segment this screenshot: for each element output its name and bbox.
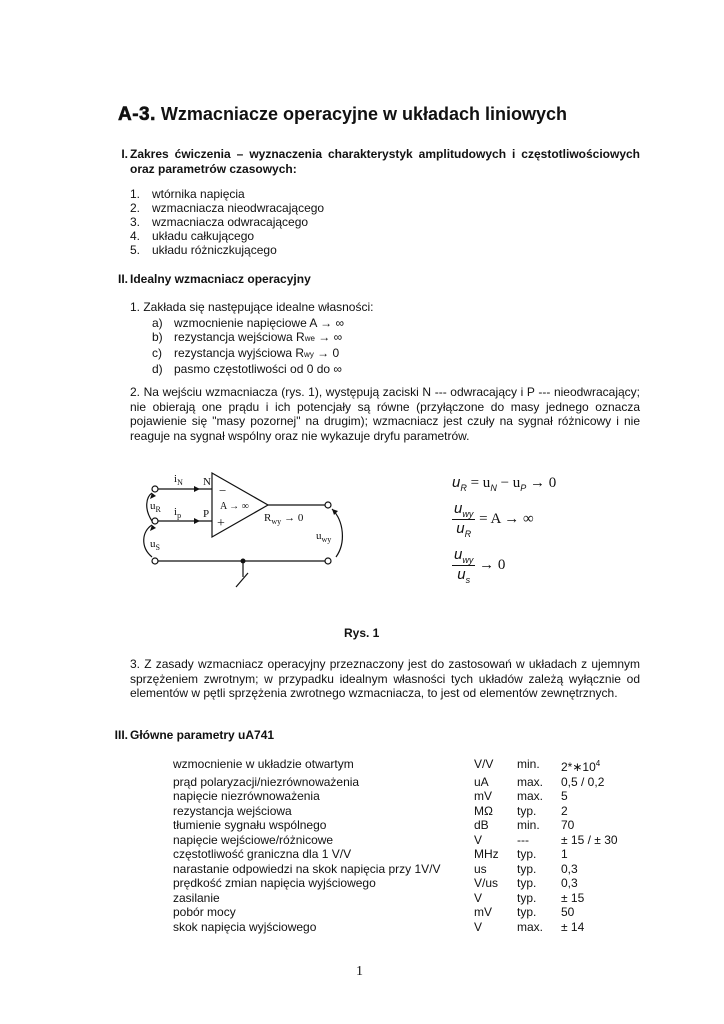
table-row	[173, 847, 641, 862]
list-item: 1. wtórnika napięcia	[130, 187, 245, 201]
param-name: napięcie wejściowe/różnicowe	[173, 832, 334, 847]
table-row	[173, 789, 641, 804]
label-P: P	[203, 508, 210, 520]
param-value: ± 14	[561, 919, 585, 934]
ideal-properties-list	[152, 316, 344, 376]
section-3-heading	[110, 728, 274, 742]
table-row	[173, 905, 641, 920]
param-value: 0,3	[561, 861, 578, 876]
section-2-heading-text: Idealny wzmacniacz operacyjny	[130, 272, 311, 286]
label-N: N	[203, 476, 211, 488]
section-1-list	[130, 187, 324, 257]
param-name: prąd polaryzacji/niezrównoważenia	[173, 774, 360, 789]
param-unit: mV	[474, 789, 492, 803]
param-unit: V	[474, 832, 483, 847]
param-unit: MΩ	[474, 803, 493, 818]
param-value: $2*∗10^4$	[561, 759, 601, 774]
list-item: d) pasmo częstotliwości od 0 do ∞	[152, 362, 342, 376]
table-row	[173, 862, 641, 877]
list-item: 4. układu całkującego	[130, 229, 255, 243]
param-kind: max.	[517, 919, 544, 934]
param-unit: V/V	[474, 757, 494, 771]
param-name: narastanie odpowiedzi na skok napięcia przy 1V/V	[173, 861, 441, 876]
table-row	[173, 775, 641, 790]
list-item: a) wzmocnienie napięciowe A → ∞	[152, 316, 344, 330]
param-name: zasilanie	[173, 890, 220, 905]
equation-1: $u_R = u_N - u_P \to 0$	[452, 474, 557, 493]
param-value: 70	[561, 818, 575, 832]
param-unit: us	[474, 861, 487, 876]
list-item: 2. wzmacniacza nieodwracającego	[130, 201, 325, 215]
param-kind: typ.	[517, 905, 537, 919]
label-uS: $u_S$	[150, 538, 160, 552]
table-row	[173, 818, 641, 833]
list-item: 3. wzmacniacza odwracającego	[130, 215, 309, 229]
table-row	[173, 757, 641, 775]
label-Rwy: $R_{wy} \to 0$	[264, 512, 304, 526]
section-3-heading-text: Główne parametry uA741	[130, 728, 275, 742]
label-uwy: $u_{wy}$	[316, 530, 332, 544]
param-value: 0,5 / 0,2	[561, 774, 605, 789]
param-unit: V	[474, 890, 483, 905]
page-title	[118, 104, 567, 126]
param-value: ± 15 / ± 30	[561, 832, 618, 847]
section-1-heading	[110, 147, 640, 177]
equation-2: $u_{wy}$ $u_R$ = A → ∞	[454, 500, 534, 539]
param-name: tłumienie sygnału wspólnego	[173, 818, 327, 832]
label-uR: $u_R$	[150, 500, 161, 514]
table-row	[173, 920, 641, 935]
list-item: c) rezystancja wyjściowa Rwy → 0	[152, 346, 340, 360]
param-kind: max.	[517, 774, 544, 789]
op-amp-circuit-diagram	[140, 465, 360, 590]
list-item: 5. układu różniczkującego	[130, 243, 277, 257]
param-kind: typ.	[517, 803, 537, 818]
param-kind: typ.	[517, 876, 537, 890]
section-3-number: III.	[114, 728, 128, 742]
param-value: ± 15	[561, 890, 585, 905]
param-kind: typ.	[517, 847, 537, 861]
param-name: pobór mocy	[173, 905, 236, 919]
param-kind: max.	[517, 789, 544, 803]
title-text: Wzmacniacze operacyjne w układach liniowych	[160, 104, 568, 124]
param-unit: dB	[474, 818, 489, 832]
label-iN: $i_N$	[174, 473, 183, 487]
label-minus: −	[219, 483, 227, 498]
section-2-heading	[110, 272, 311, 286]
paragraph-3: 3. Z zasady wzmacniacz operacyjny przeznaczony jest do zastosowań w układach z ujemnym sprzężeniem zwrotnym; w przypadku idealnym własności tych układów zależą wyłącznie od elementów w pętli sprzężenia zwrotnego wzmacniacza, to jest od elementów zewnętrznych.	[130, 657, 640, 701]
param-kind: typ.	[517, 861, 537, 876]
param-value: 50	[561, 905, 575, 919]
paragraph-2: 2. Na wejściu wzmacniacza (rys. 1), występują zaciski N --- odwracający i P --- nieodwracający; nie obierają one prądu i ich potencjały są równe (przyłączone do masy jednego oznacza pojawienie się "masy pozornej" na drugim); wzmacniacz jest czuły na sygnał różnicowy i nie reaguje na sygnał wspólny oraz nie wykazuje dryfu parametrów.	[130, 385, 640, 443]
table-row	[173, 891, 641, 906]
table-row	[173, 833, 641, 848]
param-unit: MHz	[474, 847, 499, 861]
param-unit: mV	[474, 905, 492, 919]
param-value: 1	[561, 847, 568, 861]
param-name: prędkość zmian napięcia wyjściowego	[173, 876, 376, 890]
label-plus: +	[217, 516, 225, 531]
table-row	[173, 876, 641, 891]
param-unit: V/us	[474, 876, 499, 890]
table-row	[173, 804, 641, 819]
param-value: 0,3	[561, 876, 578, 890]
param-kind: min.	[517, 818, 540, 832]
param-kind: min.	[517, 757, 540, 771]
param-name: częstotliwość graniczna dla 1 V/V	[173, 847, 352, 861]
param-kind: ---	[517, 832, 529, 847]
title-code: A-3.	[118, 104, 156, 125]
list-item: b) rezystancja wejściowa Rwe → ∞	[152, 330, 343, 344]
parameters-table	[173, 757, 641, 934]
param-kind: typ.	[517, 890, 537, 905]
section-1-number: I.	[121, 147, 128, 161]
figure-caption: Rys. 1	[344, 626, 380, 640]
param-unit: V	[474, 919, 483, 934]
section-1-heading-line2: oraz parametrów czasowych:	[130, 162, 297, 176]
section-1-heading-line1: Zakres ćwiczenia – wyznaczenia charakterystyk amplitudowych i częstotliwościowych	[130, 147, 640, 161]
param-name: wzmocnienie w układzie otwartym	[173, 757, 354, 771]
section-2-intro: 1. Zakłada się następujące idealne własności:	[130, 300, 374, 314]
equation-3: $u_{wy}$ $u_s$ → 0	[454, 546, 506, 585]
param-value: 5	[561, 789, 568, 803]
label-ip: $i_p$	[174, 506, 182, 520]
param-name: rezystancja wejściowa	[173, 803, 292, 818]
param-name: napięcie niezrównoważenia	[173, 789, 320, 803]
param-name: skok napięcia wyjściowego	[173, 919, 317, 934]
section-2-number: II.	[117, 272, 128, 286]
param-value: 2	[561, 803, 568, 818]
label-gain: A → ∞	[220, 501, 249, 512]
param-unit: uA	[474, 774, 489, 789]
page-number: 1	[356, 964, 363, 979]
